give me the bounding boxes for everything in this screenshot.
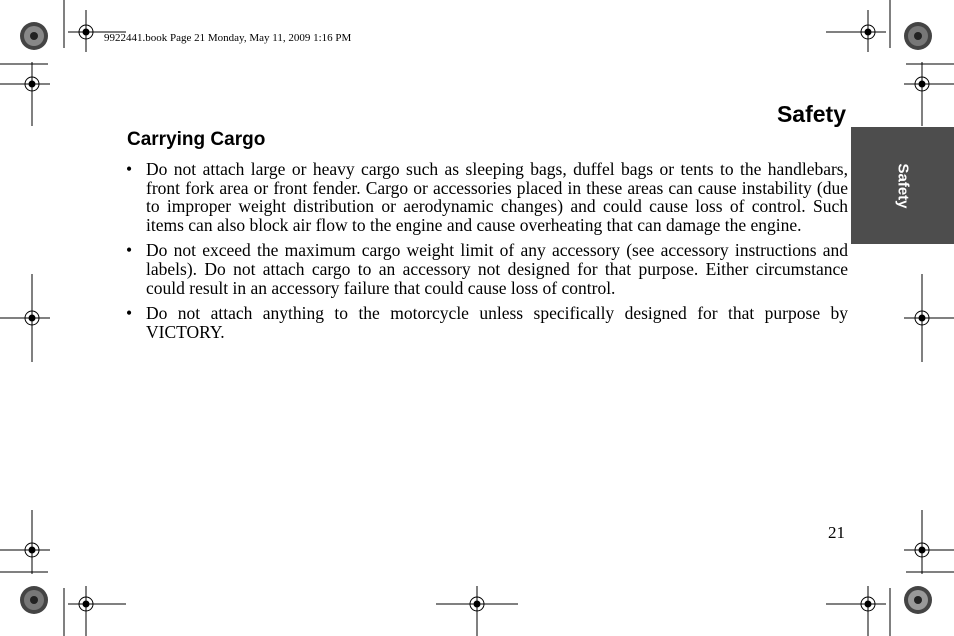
registration-target-icon (904, 62, 954, 126)
registration-target-icon (436, 586, 518, 636)
registration-target-icon (904, 510, 954, 574)
starburst-mark-icon (20, 586, 48, 614)
registration-target-icon (904, 274, 954, 362)
bullet-item: • Do not attach large or heavy cargo such as sleeping bags, duffel bags or tents to the handlebars, front fork area or front fender. Cargo or accessories placed in these areas can cause instability (due to improper weight distribution or aerodynamic changes) and could cause loss of control. Such items can also block air flow to the engine and cause overheating that can damage the engine. (126, 160, 848, 234)
bullet-list (126, 160, 848, 348)
registration-target-icon (68, 10, 126, 52)
registration-target-icon (826, 10, 886, 52)
side-tab-label: Safety (894, 162, 911, 209)
page-title: Safety (776, 101, 846, 127)
starburst-mark-icon (20, 22, 48, 50)
registration-target-icon (826, 586, 886, 636)
registration-target-icon (68, 586, 126, 636)
registration-target-icon (0, 510, 50, 574)
section-heading: Carrying Cargo (127, 129, 266, 150)
registration-target-icon (0, 62, 50, 126)
section-side-tab (851, 127, 954, 244)
bullet-item: • Do not exceed the maximum cargo weight limit of any accessory (see accessory instructions and labels). Do not attach cargo to an accessory not designed for that purpose. Either circumstance could result in an accessory failure that could cause loss of control. (126, 241, 848, 297)
starburst-mark-icon (904, 586, 932, 614)
bullet-item: • Do not attach anything to the motorcycle unless specifically designed for that purpose by VICTORY. (126, 304, 848, 341)
registration-target-icon (0, 274, 50, 362)
starburst-mark-icon (904, 22, 932, 50)
page-number: 21 (828, 523, 845, 542)
print-header: 9922441.book Page 21 Monday, May 11, 2009 1:16 PM (104, 32, 352, 44)
